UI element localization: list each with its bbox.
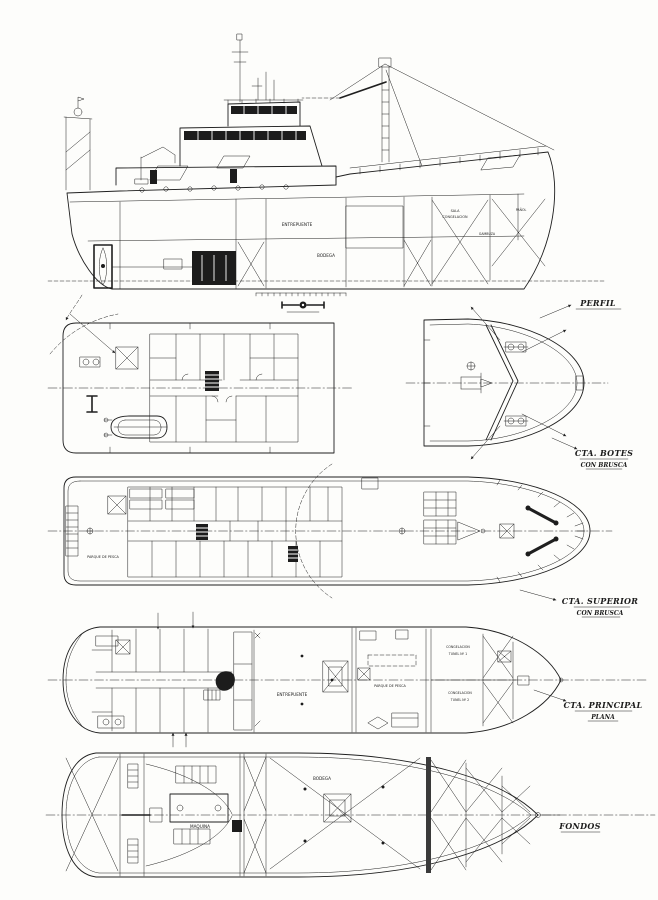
svg-text:PLANA: PLANA <box>591 714 615 721</box>
fish-factory <box>358 630 418 729</box>
svg-text:CTA. PRINCIPAL: CTA. PRINCIPAL <box>563 700 643 710</box>
collision-bulkhead <box>426 757 431 873</box>
accommodation-partitions <box>128 487 342 577</box>
bodega-tank <box>270 758 420 869</box>
vent-flow-arrows <box>158 612 193 747</box>
freezer-tunnels <box>426 629 516 732</box>
main-deck-plan <box>48 612 648 747</box>
crow-nest <box>379 58 391 67</box>
superstructure <box>116 99 336 185</box>
chain-lead-arrow <box>522 414 566 436</box>
corner-marks <box>255 633 260 726</box>
leader-to-perfil-title <box>540 305 571 318</box>
pillar <box>301 655 304 658</box>
mast-stays <box>330 64 554 166</box>
svg-text:PERFIL: PERFIL <box>580 298 616 308</box>
boat-deck-plan <box>48 307 633 469</box>
cargo-hatch <box>323 661 348 692</box>
warp-pedestal <box>399 528 405 534</box>
escape-ladders <box>128 764 138 863</box>
svg-text:CTA. SUPERIOR: CTA. SUPERIOR <box>561 596 639 606</box>
mooring-lead-arrow <box>471 307 500 340</box>
bridge-window-band <box>184 131 306 140</box>
svg-text:FONDOS: FONDOS <box>559 821 601 831</box>
botes-title <box>552 438 633 469</box>
pillar <box>301 703 304 706</box>
hull-outline <box>67 152 555 289</box>
derrick-boom <box>340 82 386 98</box>
foremast <box>232 34 274 102</box>
svg-text:CTA. BOTES: CTA. BOTES <box>574 448 634 458</box>
mooring-winch <box>80 357 100 367</box>
parque-de-pesca-label: PARQUE DE PESCA <box>374 684 406 688</box>
ladder-well <box>232 820 242 832</box>
stern-gantry <box>64 97 92 190</box>
panol-label: PAÑOL <box>515 208 527 212</box>
sala-label: SALA <box>450 209 460 213</box>
chain-lead-arrow <box>522 330 566 352</box>
svg-text:CONGELACION: CONGELACION <box>446 645 470 649</box>
main-mast-and-rigging <box>302 58 554 166</box>
deckhouse-door <box>230 169 237 183</box>
lifeboat <box>104 416 167 438</box>
profile-view <box>48 34 621 320</box>
svg-text:CON BRUSCA: CON BRUSCA <box>576 610 624 617</box>
baseline-ruler <box>256 293 346 296</box>
bodega-label: BODEGA <box>312 776 332 781</box>
upper-deck-plan <box>48 464 638 617</box>
tank-plan <box>46 753 655 877</box>
insulated-hold-hatch-block <box>346 206 403 248</box>
trunk-hatch <box>108 496 126 514</box>
stairwell <box>205 371 219 391</box>
mooring-lead-arrow <box>471 426 500 459</box>
bunk-hatching <box>130 489 194 509</box>
svg-text:CONGELACION: CONGELACION <box>448 691 472 695</box>
wheelhouse-window-band <box>231 106 297 114</box>
cabin-partitions <box>92 629 232 732</box>
windlass-starboard <box>504 416 528 426</box>
perfil-title <box>576 298 621 309</box>
casing-column <box>234 632 252 730</box>
gambuza-label: GAMBUZA <box>478 232 496 236</box>
main-engine-plan <box>122 794 228 822</box>
leader-into-plan <box>70 314 115 353</box>
conveyor <box>368 655 416 666</box>
superior-title <box>520 590 638 617</box>
tolva <box>368 717 388 729</box>
graphic-scale-emblem <box>282 302 324 313</box>
deckhouse-door <box>150 170 157 184</box>
capstan <box>87 528 93 534</box>
anchor-capstan <box>461 362 492 393</box>
maquina-label: MAQUINA <box>190 824 210 829</box>
forecastle-outline <box>424 319 584 446</box>
hull-truss-bracing <box>238 199 545 286</box>
davit-ibeam <box>87 396 97 412</box>
entrepuente-label: ENTREPUENTE <box>281 222 313 227</box>
congelacion-label: CONGELACION <box>442 215 468 219</box>
bodega-label: BODEGA <box>316 253 336 258</box>
svg-text:CON BRUSCA: CON BRUSCA <box>580 462 628 469</box>
entrepuente-label: ENTREPUENTE <box>276 692 308 697</box>
windlass-port <box>504 342 528 352</box>
crane-sweep-arc <box>50 314 118 354</box>
forecastle-plan <box>406 307 608 459</box>
propeller-hub <box>101 264 105 268</box>
forecastle-railing <box>350 146 546 174</box>
principal-title <box>534 690 643 721</box>
svg-text:TUNEL Nº 1: TUNEL Nº 1 <box>448 652 468 656</box>
funnel-casing <box>116 347 138 369</box>
grating-hatch <box>362 478 378 489</box>
trawl-winch-drums <box>424 492 456 544</box>
parque-de-pesca-label: PARQUE DE PESCA <box>87 555 119 559</box>
leader-stern-down <box>66 295 82 320</box>
fondos-title <box>558 821 600 832</box>
svg-text:TUNEL Nº 2: TUNEL Nº 2 <box>450 698 470 702</box>
engine-room-profile <box>94 245 236 288</box>
